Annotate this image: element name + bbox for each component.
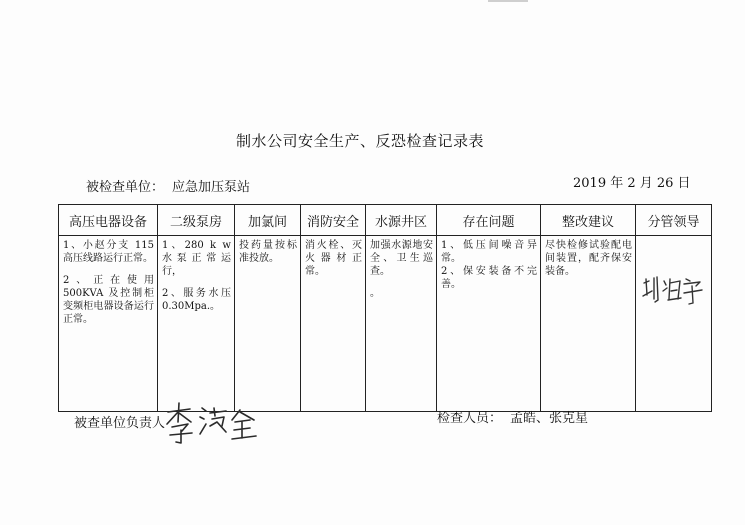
responsible-signature-image bbox=[162, 400, 274, 446]
pump-room-item-2: 2、服务水压 0.30Mpa.。 bbox=[162, 288, 231, 312]
inspected-unit-value: 应急加压泵站 bbox=[172, 180, 251, 195]
high-voltage-item-2: 2、正在使用 500KVA 及控制柜变频柜电器设备运行正常。 bbox=[63, 275, 154, 325]
fire-safety-item-1: 消火栓、灭火器材正常。 bbox=[305, 240, 362, 277]
responsible-label: 被查单位负责人 bbox=[74, 416, 166, 431]
cell-suggestions bbox=[541, 236, 636, 412]
document-title: 制水公司安全生产、反恐检查记录表 bbox=[235, 132, 484, 150]
inspector-names: 孟皓、张克星 bbox=[510, 411, 589, 426]
inspection-date: 2019 年 2 月 26 日 bbox=[573, 176, 691, 191]
well-area-item-1: 加强水源地安全、卫生巡查。 bbox=[370, 240, 433, 277]
leader-signature-image bbox=[640, 269, 708, 309]
pump-room-item-1: 1、280 k w 水泵正常运行， bbox=[162, 240, 231, 277]
problem-item-2: 2、保安装备不完善。 bbox=[441, 266, 537, 290]
header-fire-safety: 消防安全 bbox=[301, 205, 366, 236]
well-area-item-2: 。 bbox=[370, 288, 380, 299]
inspection-record-table bbox=[58, 204, 712, 412]
header-high-voltage: 高压电器设备 bbox=[59, 205, 158, 236]
header-chlorine: 加氯间 bbox=[235, 205, 301, 236]
inspected-unit bbox=[86, 176, 250, 195]
cell-well-area bbox=[366, 236, 437, 412]
problem-item-1: 1、低压间噪音异常。 bbox=[441, 240, 537, 264]
scan-artifact bbox=[488, 0, 528, 2]
chlorine-item-1: 投药量按标准投放。 bbox=[239, 240, 297, 264]
header-suggestions: 整改建议 bbox=[541, 205, 636, 236]
cell-leader-signature bbox=[636, 236, 712, 412]
high-voltage-item-1: 1、小赵分支 115 高压线路运行正常。 bbox=[63, 240, 154, 264]
suggestion-item-1: 尽快检修试验配电间装置，配齐保安装备。 bbox=[545, 240, 632, 277]
cell-pump-room bbox=[158, 236, 235, 412]
cell-fire-safety bbox=[301, 236, 366, 412]
header-pump-room: 二级泵房 bbox=[158, 205, 235, 236]
cell-chlorine bbox=[235, 236, 301, 412]
header-problems: 存在问题 bbox=[437, 205, 541, 236]
table-row bbox=[59, 236, 712, 412]
inspector-label: 检查人员： bbox=[437, 411, 503, 426]
responsible-signature bbox=[162, 400, 274, 446]
inspector-block bbox=[437, 407, 588, 426]
table-header-row bbox=[59, 205, 712, 236]
inspected-unit-label: 被检查单位： bbox=[86, 180, 165, 195]
header-leader: 分管领导 bbox=[636, 205, 712, 236]
header-well-area: 水源井区 bbox=[366, 205, 437, 236]
cell-problems bbox=[437, 236, 541, 412]
cell-high-voltage bbox=[59, 236, 158, 412]
